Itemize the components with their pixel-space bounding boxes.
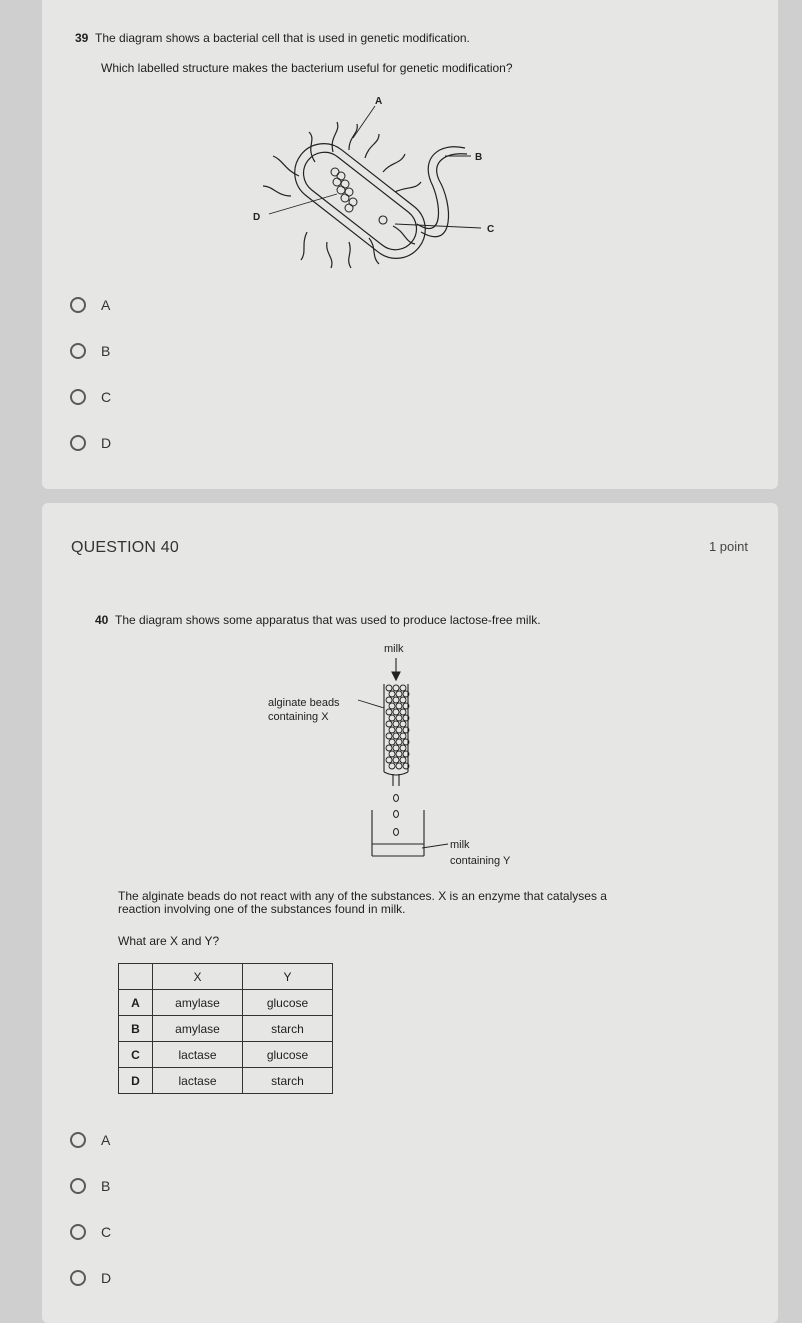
answer-table <box>118 963 333 1094</box>
table-cell: D <box>119 1068 153 1094</box>
drops <box>394 795 399 836</box>
q40-options <box>70 1117 111 1301</box>
q40-stem <box>95 613 541 627</box>
label-d: D <box>253 212 261 223</box>
q39-question: Which labelled structure makes the bacterium useful for genetic modification? <box>101 61 513 75</box>
bead <box>393 685 399 691</box>
q40-number: 40 <box>95 613 109 627</box>
bead <box>400 685 406 691</box>
table-header-cell: X <box>153 964 243 990</box>
option-label: C <box>101 1224 112 1240</box>
chromosome-icon <box>331 168 357 212</box>
table-cell: C <box>119 1042 153 1068</box>
bead <box>400 697 406 703</box>
bead <box>386 721 392 727</box>
label-lines <box>269 106 481 228</box>
bead <box>393 757 399 763</box>
bead <box>393 745 399 751</box>
q40-option-a[interactable] <box>70 1117 111 1163</box>
beads <box>386 685 409 769</box>
table-cell: glucose <box>243 990 333 1016</box>
table-row <box>119 1016 333 1042</box>
table-cell: amylase <box>153 1016 243 1042</box>
bead <box>396 763 402 769</box>
radio-button[interactable] <box>70 389 86 405</box>
bead <box>400 745 406 751</box>
bead <box>386 709 392 715</box>
bead <box>389 739 395 745</box>
label-c: C <box>487 224 495 235</box>
radio-button[interactable] <box>70 343 86 359</box>
option-label: C <box>101 389 112 405</box>
q40-paragraph <box>118 890 718 916</box>
bead <box>400 709 406 715</box>
bead <box>386 697 392 703</box>
bead <box>393 733 399 739</box>
table-cell: glucose <box>243 1042 333 1068</box>
bead <box>386 757 392 763</box>
bead <box>386 685 392 691</box>
milk-out-label-line1: milk <box>450 839 470 851</box>
option-label: D <box>101 1270 112 1286</box>
label-a: A <box>375 96 383 107</box>
q40-option-c[interactable] <box>70 1209 111 1255</box>
q39-stem <box>75 31 470 45</box>
bacterium-cell <box>263 122 467 270</box>
milk-out-label-line2: containing Y <box>450 855 511 867</box>
column <box>384 684 408 786</box>
bead <box>400 733 406 739</box>
down-arrow-icon <box>392 658 400 680</box>
table-row <box>119 1042 333 1068</box>
q39-option-d[interactable] <box>70 420 111 466</box>
radio-button[interactable] <box>70 1224 86 1240</box>
bead <box>389 703 395 709</box>
q39-option-c[interactable] <box>70 374 111 420</box>
table-cell: starch <box>243 1016 333 1042</box>
table-cell: lactase <box>153 1068 243 1094</box>
q40-option-b[interactable] <box>70 1163 111 1209</box>
radio-button[interactable] <box>70 297 86 313</box>
bead <box>393 709 399 715</box>
bead <box>396 739 402 745</box>
table-cell: amylase <box>153 990 243 1016</box>
apparatus-diagram <box>262 638 542 870</box>
bead <box>400 757 406 763</box>
bead <box>396 715 402 721</box>
q39-options <box>70 282 111 466</box>
option-label: B <box>101 1178 111 1194</box>
q39-number: 39 <box>75 31 89 45</box>
bead <box>400 721 406 727</box>
bead <box>389 715 395 721</box>
bead <box>389 727 395 733</box>
radio-button[interactable] <box>70 1178 86 1194</box>
q40-paragraph-line1: The alginate beads do not react with any of the substances. X is an enzyme that catalyses a <box>118 889 607 903</box>
bead <box>389 751 395 757</box>
table-cell: lactase <box>153 1042 243 1068</box>
bead <box>396 691 402 697</box>
bead <box>389 763 395 769</box>
label-b: B <box>475 152 483 163</box>
bead <box>386 733 392 739</box>
question-title: QUESTION 40 <box>71 539 180 556</box>
q39-stem-text: The diagram shows a bacterial cell that is used in genetic modification. <box>95 31 470 45</box>
option-label: A <box>101 1132 111 1148</box>
q40-option-d[interactable] <box>70 1255 111 1301</box>
points-badge: 1 point <box>708 539 748 554</box>
bead <box>396 703 402 709</box>
beads-label-line <box>358 700 384 708</box>
bead <box>393 721 399 727</box>
bead <box>396 727 402 733</box>
q40-stem-text: The diagram shows some apparatus that was used to produce lactose-free milk. <box>115 613 541 627</box>
table-row <box>119 990 333 1016</box>
bead <box>386 745 392 751</box>
table-header-cell <box>119 964 153 990</box>
option-label: B <box>101 343 111 359</box>
q39-option-b[interactable] <box>70 328 111 374</box>
radio-button[interactable] <box>70 1270 86 1286</box>
radio-button[interactable] <box>70 435 86 451</box>
q40-paragraph-line2: reaction involving one of the substances found in milk. <box>118 902 406 916</box>
bead <box>393 697 399 703</box>
bead <box>389 691 395 697</box>
table-cell: B <box>119 1016 153 1042</box>
milk-in-label: milk <box>384 643 404 655</box>
q39-option-a[interactable] <box>70 282 111 328</box>
option-label: D <box>101 435 112 451</box>
bacterium-diagram <box>245 92 515 272</box>
bead <box>396 751 402 757</box>
q40-question: What are X and Y? <box>118 934 220 948</box>
table-header-row <box>119 964 333 990</box>
table-cell: A <box>119 990 153 1016</box>
option-label: A <box>101 297 111 313</box>
table-row <box>119 1068 333 1094</box>
table-cell: starch <box>243 1068 333 1094</box>
radio-button[interactable] <box>70 1132 86 1148</box>
table-header-cell: Y <box>243 964 333 990</box>
beads-label-line1: alginate beads <box>268 697 340 709</box>
milk-out-label-line <box>422 844 448 848</box>
plasmid-icon <box>379 216 387 224</box>
beads-label-line2: containing X <box>268 711 329 723</box>
